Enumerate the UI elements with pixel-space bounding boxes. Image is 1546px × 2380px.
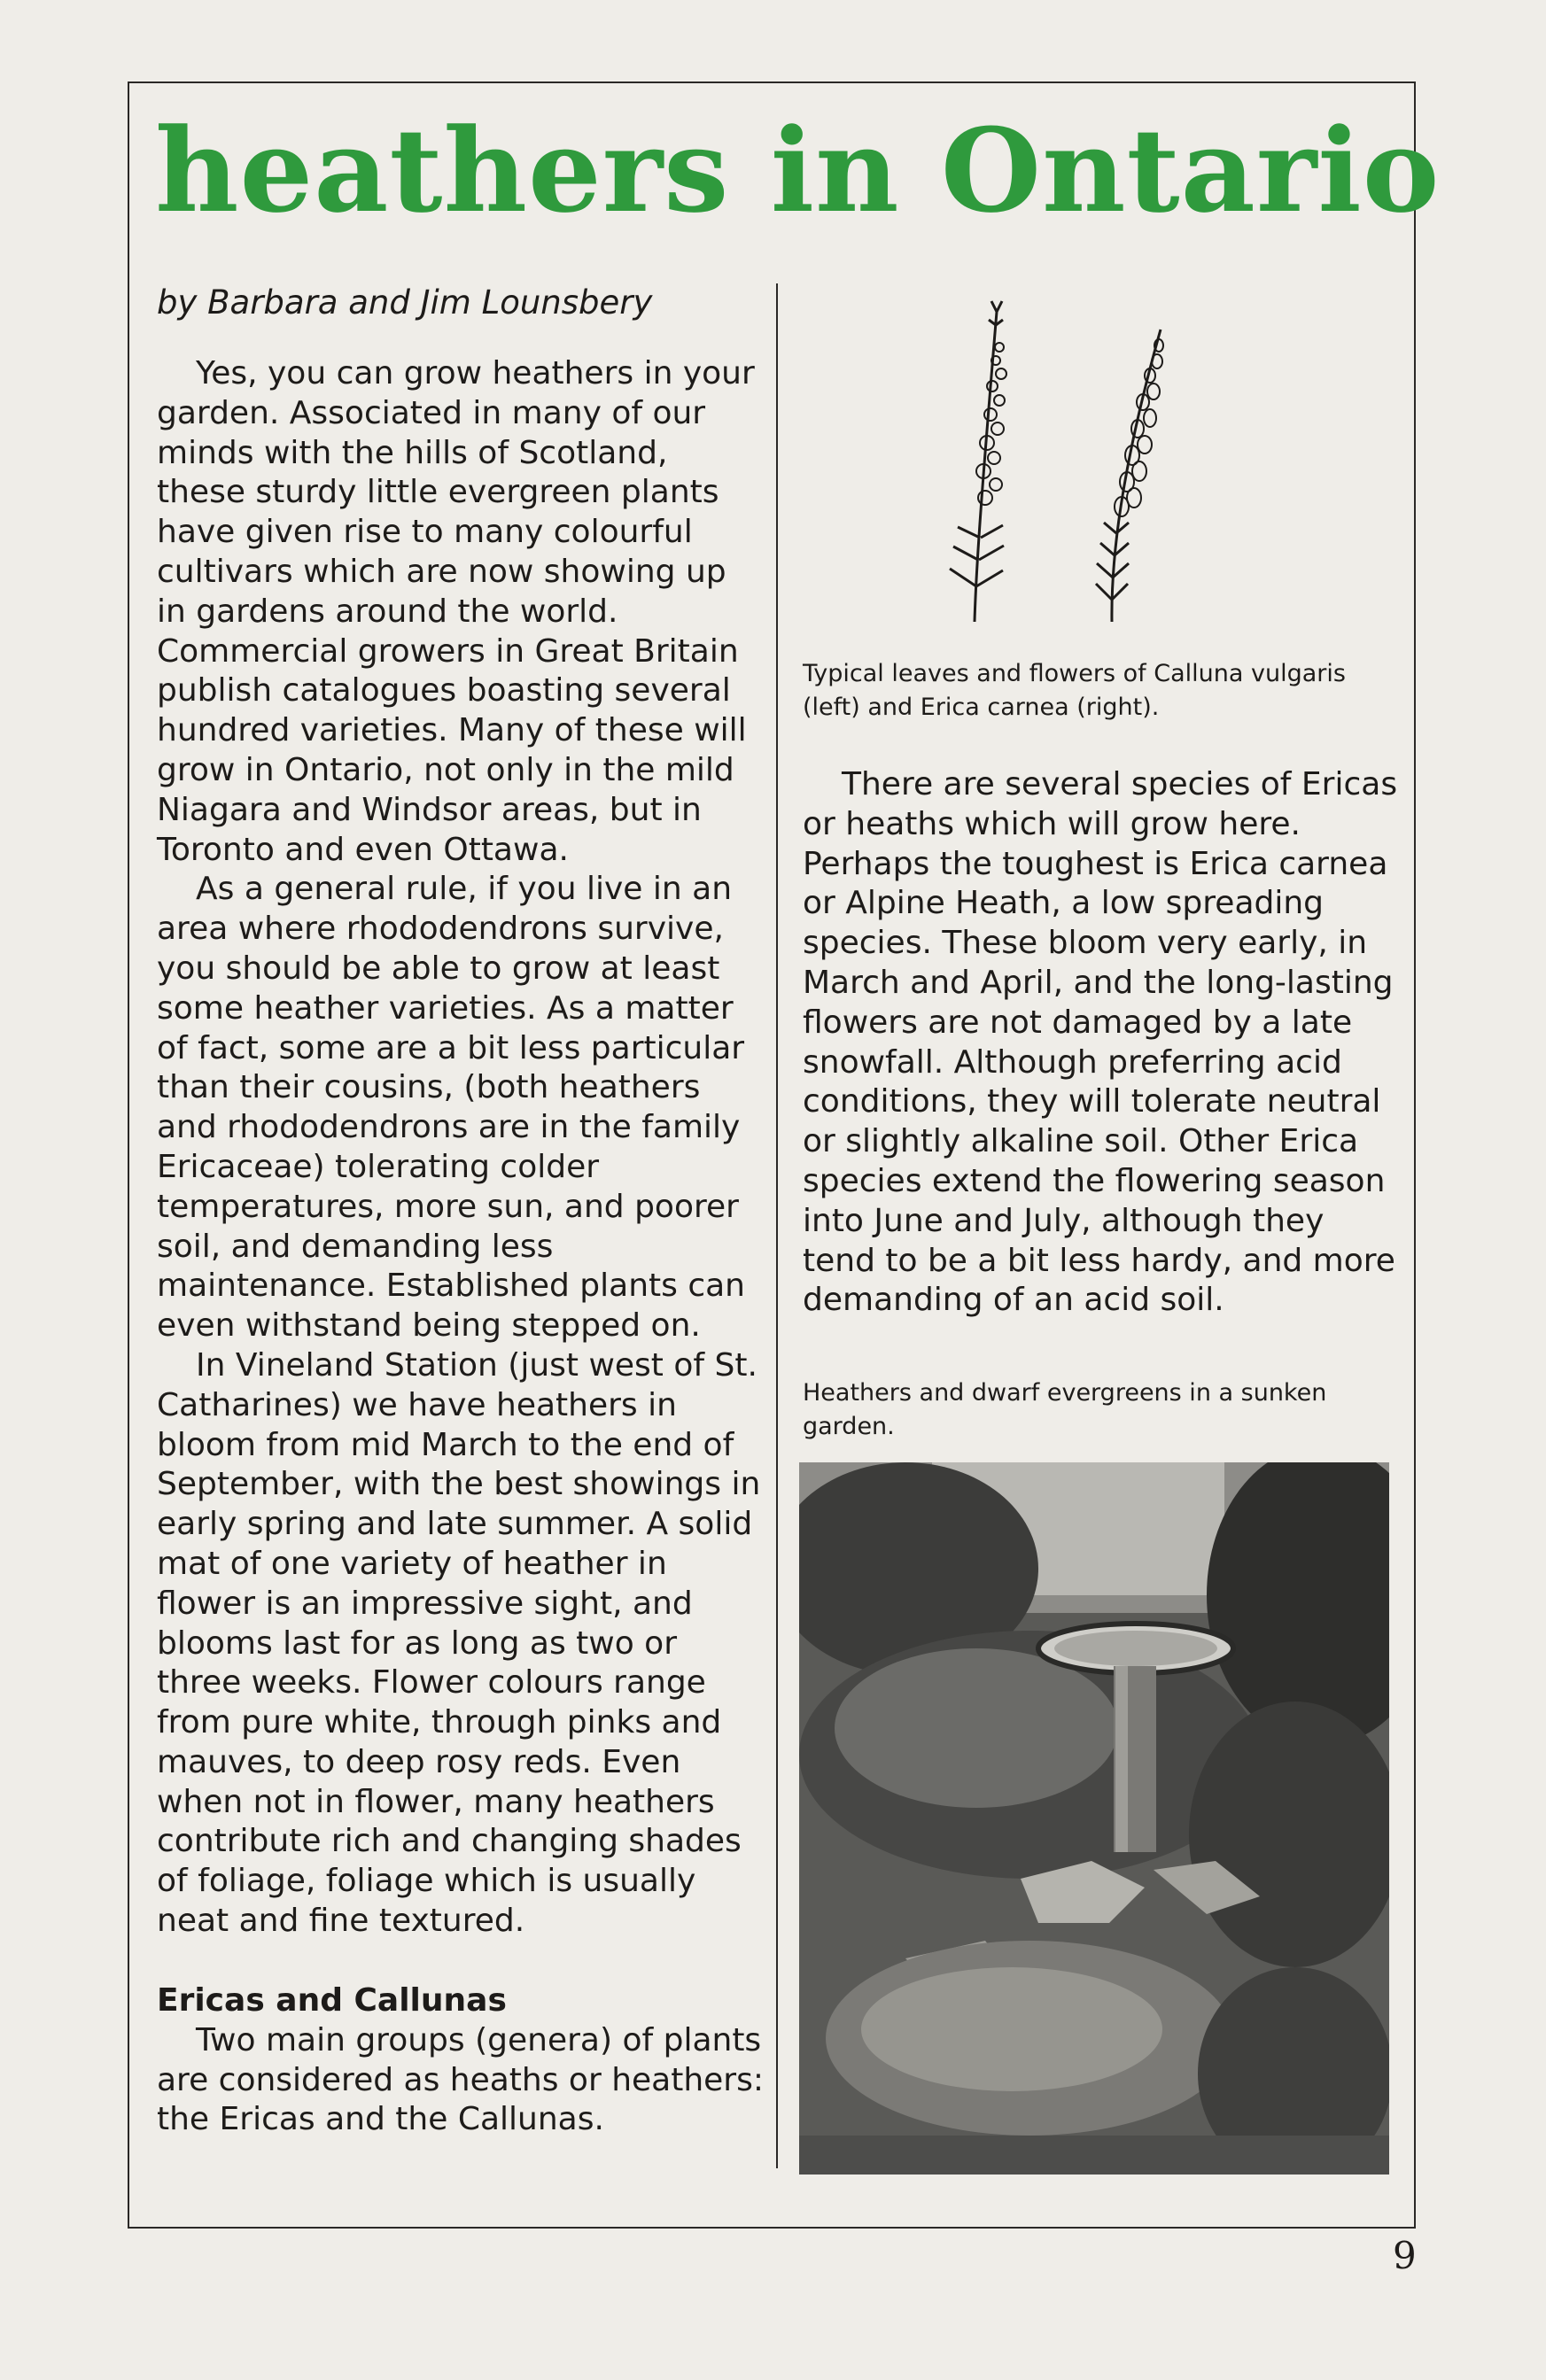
- article-title: heathers in Ontario: [155, 103, 1441, 238]
- paragraph: Yes, you can grow heathers in your garden. Associated in many of our minds with the hills of Scotland, these sturdy little evergreen plants have given rise to many colourful cultivars which are now showing up in gardens around the world. Commercial growers in Great Britain publish catalogues boasting several hundred varieties. Many of these will grow in Ontario, not only in the mild Niagara and Windsor areas, but in Toronto and even Ottawa.: [157, 355, 755, 868]
- calluna-sprig: [950, 301, 1006, 622]
- paragraph: In Vineland Station (just west of St. Catharines) we have heathers in bloom from mid March to the end of September, with the best showings in early spring and late summer. A solid mat of one variety of heather in flower is an impressive sight, and blooms last for as long as two or three weeks. Flower colours range from pure white, through pinks and mauves, to deep rosy reds. Even when not in flower, many heathers contribute rich and changing shades of foliage, foliage which is usually neat and fine textured.: [157, 1346, 761, 1940]
- left-column: [157, 354, 764, 2140]
- paragraph: As a general rule, if you live in an area where rhododendrons survive, you should be able to grow at least some heather varieties. As a matter of fact, some are a bit less particular than their cousins, (both heathers and rhododendrons are in the family Ericaceae) tolerating colder temperatures, more sun, and poorer soil, and demanding less maintenance. Established plants can even withstand being stepped on.: [157, 871, 745, 1345]
- heather-illustration: [921, 294, 1205, 631]
- section-heading: Ericas and Callunas: [157, 1981, 507, 2019]
- erica-sprig: [1096, 329, 1163, 622]
- photo-caption: Heathers and dwarf evergreens in a sunken garden.: [803, 1379, 1327, 1440]
- garden-photo: [799, 1462, 1389, 2175]
- byline: by Barbara and Jim Lounsbery: [157, 283, 653, 322]
- column-divider: [776, 283, 778, 2168]
- paragraph: Two main groups (genera) of plants are considered as heaths or heathers: the Ericas and the Callunas.: [157, 2021, 764, 2138]
- paragraph: There are several species of Ericas or heaths which will grow here. Perhaps the toughest is Erica carnea or Alpine Heath, a low spreading species. These bloom very early, in March and April, and the long-lasting flowers are not damaged by a late snowfall. Although preferring acid conditions, they will tolerate neutral or slightly alkaline soil. Other Erica species extend the flowering season into June and July, although they tend to be a bit less hardy, and more demanding of an acid soil.: [803, 766, 1398, 1319]
- right-column: [803, 765, 1405, 1321]
- illustration-caption: Typical leaves and flowers of Calluna vulgaris (left) and Erica carnea (right).: [803, 660, 1346, 721]
- page-number: 9: [1393, 2234, 1417, 2277]
